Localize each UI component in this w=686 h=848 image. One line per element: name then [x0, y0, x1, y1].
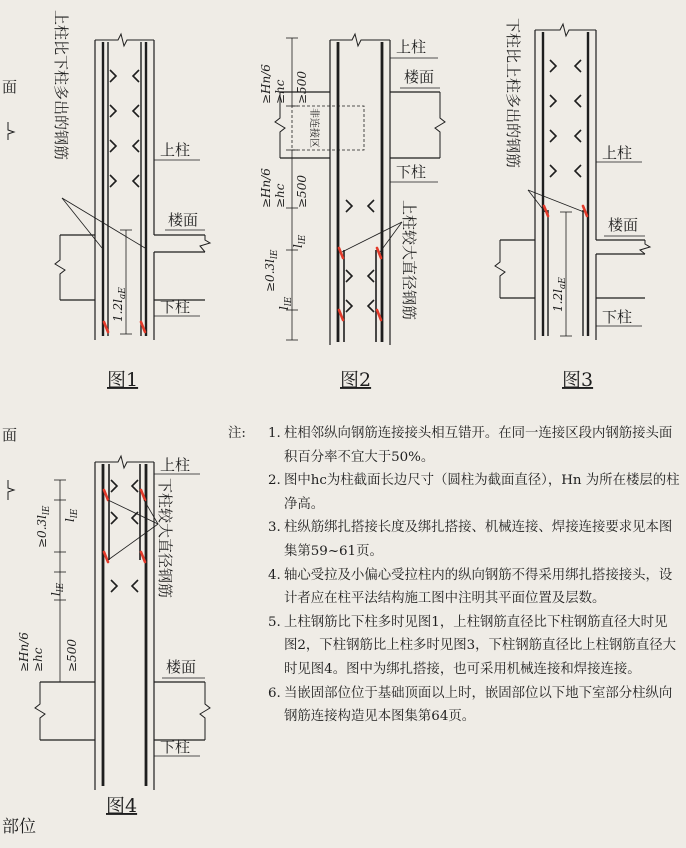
fig2-lap-spacing: ≥0.3l [263, 259, 277, 292]
fig4-500: ≥500 [65, 639, 79, 672]
fig4-lap-spacing: ≥0.3l [35, 515, 49, 548]
svg-text:≥0.3llE: $\ge 0.3l_{lE}$ [263, 249, 280, 292]
fig2-lap-len-upper: l [291, 244, 305, 248]
fig2-floor: 楼面 [404, 68, 435, 86]
fig4-hn6: ≥Hn/6 [17, 632, 31, 672]
fig4-upper-column: 上柱 [160, 456, 191, 474]
fragment-d: 部位 [2, 817, 36, 837]
note-item: 4. 轴心受拉及小偏心受拉柱内的纵向钢筋不得采用绑扎搭接接头，设计者应在柱平法结构施工图中注明其平面位置及层数。 [268, 567, 673, 607]
fig1-lap-length: 1.2l [111, 299, 125, 322]
svg-text:1.2laE: $1.2l_{aE}$ [111, 287, 128, 322]
notes-block [228, 422, 680, 729]
fig2-500-bottom: ≥500 [295, 175, 309, 208]
fig2-hn6-bottom: ≥Hn/6 [259, 168, 273, 208]
fig1-caption: 图1 [107, 369, 139, 391]
fig2-lower-column: 下柱 [396, 163, 427, 181]
fig1-upper-column: 上柱 [160, 141, 191, 159]
notes-list [228, 422, 680, 729]
fig2-upper-column: 上柱 [396, 38, 427, 56]
fig4-lower-column: 下柱 [160, 738, 191, 756]
fig2-hc-top: ≥hc [273, 79, 287, 104]
fig2-500-top: ≥500 [295, 71, 309, 104]
fig3-upper-column: 上柱 [602, 144, 633, 162]
note-item: 5. 上柱钢筋比下柱多时见图1，上柱钢筋直径比下柱钢筋直径大时见图2，下柱钢筋比上柱多时见图3，下柱钢筋直径比上柱钢筋直径大时见图4。图中为绑扎搭接，也可采用机械连接和焊接连接。 [268, 614, 676, 677]
svg-text:llE: $l_{lE}$ [277, 296, 294, 310]
fig3-caption: 图3 [562, 369, 594, 391]
fragment-a: 面 [2, 78, 18, 96]
figure-1 [52, 10, 210, 391]
fig4-lap-len-lower: l [49, 592, 63, 596]
note-item: 1. 柱相邻纵向钢筋连接接头相互错开。在同一连接区段内钢筋接头面积百分率不宜大于50%。 [268, 426, 673, 465]
fig4-lap-len-upper: l [63, 518, 77, 522]
fig3-lap-length: 1.2l [551, 289, 565, 312]
fig3-vertical-label: 下柱比上柱多出的钢筋 [504, 18, 522, 169]
fig4-caption: 图4 [106, 795, 138, 817]
fig1-lower-column: 下柱 [160, 298, 191, 316]
note-item: 6. 当嵌固部位位于基础顶面以上时，嵌固部位以下地下室部分柱纵向钢筋连接构造见本图集第64页。 [268, 685, 673, 725]
fig4-floor: 楼面 [166, 658, 197, 676]
fig2-hc-bottom: ≥hc [273, 183, 287, 208]
note-item: 2. 图中hc为柱截面长边尺寸（圆柱为截面直径），Hn 为所在楼层的柱净高。 [268, 473, 680, 512]
fig3-lower-column: 下柱 [602, 308, 633, 326]
svg-text:llE: $l_{lE}$ [291, 234, 308, 248]
svg-text:llE: $l_{lE}$ [63, 508, 80, 522]
fig2-non-connection-zone: 非连接区 [308, 108, 319, 148]
fig4-hc: ≥hc [31, 647, 45, 672]
svg-text:1.2laE: $1.2l_{aE}$ [551, 277, 568, 312]
fig2-lap-len-lower: l [277, 306, 291, 310]
figure-2 [259, 34, 445, 391]
fig2-vertical-label: 上柱较大直径钢筋 [400, 200, 418, 321]
fig1-floor: 楼面 [168, 211, 199, 229]
fig3-floor: 楼面 [608, 216, 639, 234]
fragment-c: 面 [2, 426, 18, 444]
figure-3 [495, 18, 650, 391]
svg-text:llE: $l_{lE}$ [49, 582, 66, 596]
fig4-vertical-label: 下柱较大直径钢筋 [156, 478, 174, 599]
fig2-caption: 图2 [340, 369, 372, 391]
svg-text:≥0.3llE: $\ge 0.3l_{lE}$ [35, 505, 52, 548]
notes-label: 注: [228, 426, 246, 441]
note-item: 3. 柱纵筋绑扎搭接长度及绑扎搭接、机械连接、焊接连接要求见本图集第59~61页。 [268, 520, 673, 559]
fig2-hn6-top: ≥Hn/6 [259, 64, 273, 104]
fig1-vertical-label: 上柱比下柱多出的钢筋 [52, 10, 70, 161]
figure-4 [17, 456, 210, 817]
left-fragments [2, 78, 36, 837]
